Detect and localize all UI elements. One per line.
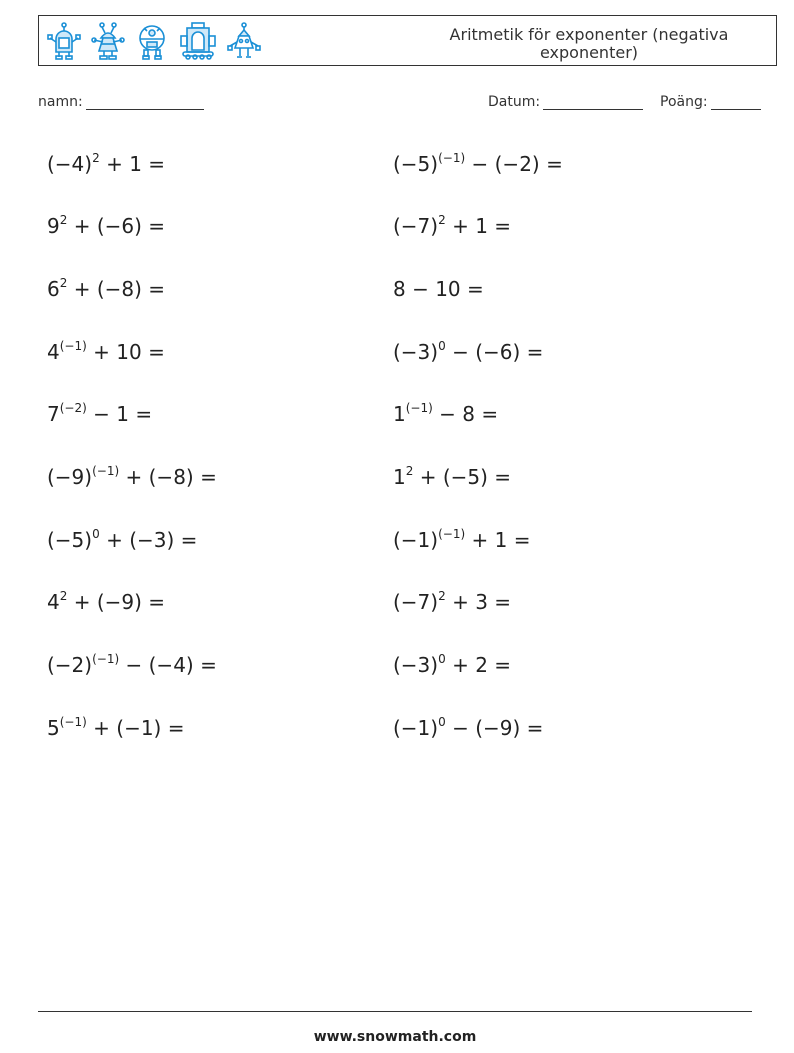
problem-11: $(-9)^{(-1)} + (-8)$ = xyxy=(47,464,217,489)
problem-17: $(-2)^{(-1)} - (-4)$ = xyxy=(47,652,217,677)
problem-2: $(-5)^{(-1)} - (-2)$ = xyxy=(393,151,563,176)
date-field[interactable] xyxy=(488,94,643,110)
name-field[interactable] xyxy=(38,94,204,110)
problem-5: $6^2 + (-8)$ = xyxy=(47,276,166,301)
worksheet-header xyxy=(38,15,777,66)
date-blank[interactable] xyxy=(543,94,643,110)
problem-6: 8 − 10 = xyxy=(393,277,484,301)
score-blank[interactable] xyxy=(711,94,761,110)
problem-3: $9^2 + (-6)$ = xyxy=(47,213,166,238)
problem-8: $(-3)^0 - (-6)$ = xyxy=(393,339,544,364)
score-field[interactable] xyxy=(660,94,761,110)
date-label: Datum: xyxy=(488,94,541,110)
student-fields xyxy=(38,94,770,116)
problem-13: $(-5)^0 + (-3)$ = xyxy=(47,527,198,552)
problem-4: $(-7)^2 + 1$ = xyxy=(393,213,512,238)
problem-7: $4^{(-1)} + 10$ = xyxy=(47,339,165,364)
robot-icon-4 xyxy=(179,22,217,60)
problem-15: $4^2 + (-9)$ = xyxy=(47,589,166,614)
footer-divider xyxy=(38,1011,752,1012)
score-label: Poäng: xyxy=(660,94,708,110)
problem-19: $5^{(-1)} + (-1)$ = xyxy=(47,715,185,740)
problem-1: $(-4)^2 + 1$ = xyxy=(47,151,166,176)
worksheet-title: Aritmetik för exponenter (negativa exponenter) xyxy=(449,25,729,62)
robot-icon-1 xyxy=(47,22,81,60)
robot-icon-3 xyxy=(135,22,169,60)
robot-icon-2 xyxy=(91,22,125,60)
problem-18: $(-3)^0 + 2$ = xyxy=(393,652,512,677)
problem-16: $(-7)^2 + 3$ = xyxy=(393,589,512,614)
problem-20: $(-1)^0 - (-9)$ = xyxy=(393,715,544,740)
robot-icons xyxy=(47,22,261,60)
name-blank[interactable] xyxy=(86,94,204,110)
problem-12: $1^2 + (-5)$ = xyxy=(393,464,512,489)
robot-icon-5 xyxy=(227,22,261,60)
name-label: namn: xyxy=(38,94,83,110)
footer-url[interactable]: www.snowmath.com xyxy=(313,1029,477,1045)
problem-9: $7^{(-2)} - 1$ = xyxy=(47,401,153,426)
problem-14: $(-1)^{(-1)} + 1$ = xyxy=(393,527,531,552)
problem-10: $1^{(-1)} - 8$ = xyxy=(393,401,499,426)
